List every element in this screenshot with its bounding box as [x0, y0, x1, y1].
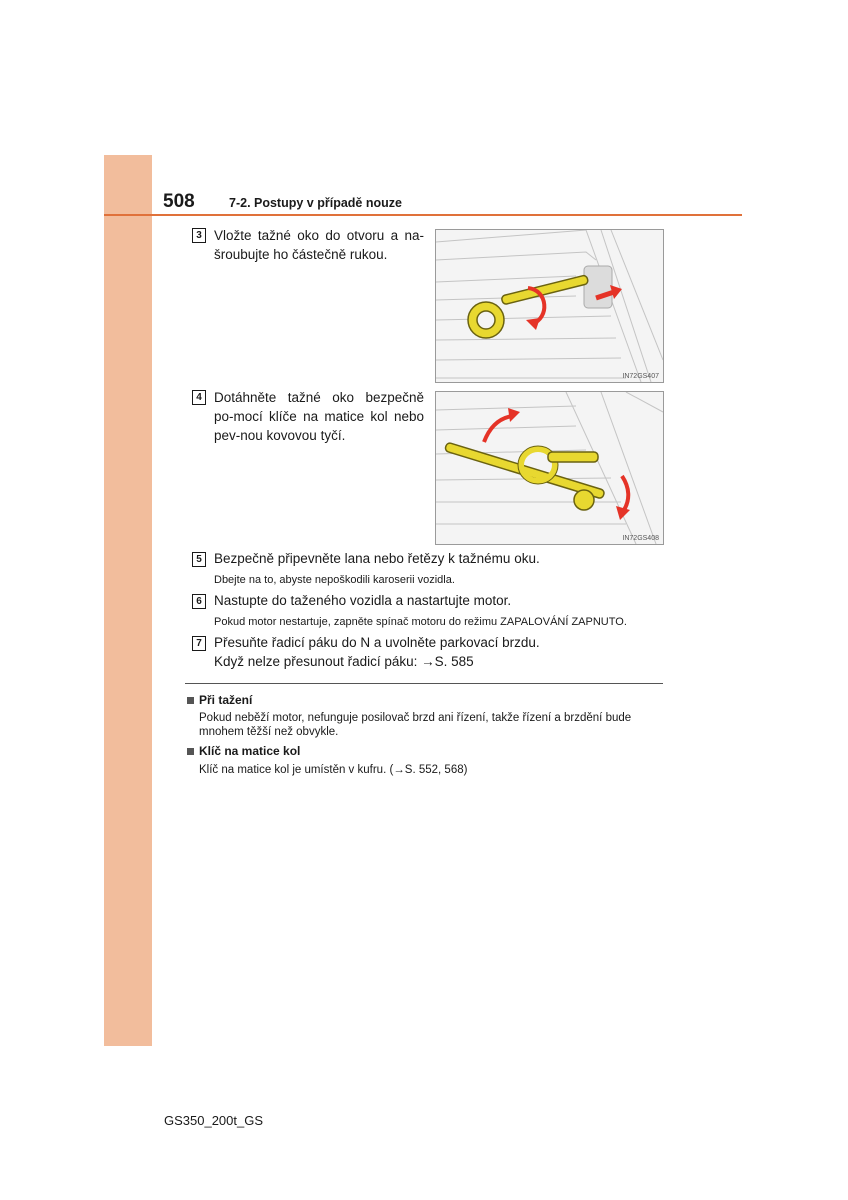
step-note-5: Dbejte na to, abyste nepoškodili karoserii vozidla.	[214, 574, 455, 586]
info-heading-towing: Při tažení	[199, 693, 253, 707]
step-text-4: Dotáhněte tažné oko bezpečně po-mocí klíče na matice kol nebo pev-nou kovovou tyčí.	[214, 390, 424, 443]
bullet-square-icon	[187, 697, 194, 704]
info-text-towing: Pokud neběží motor, nefunguje posilovač brzd ani řízení, takže řízení a brzdění bude mnohem těžší než obvykle.	[199, 712, 632, 738]
step-text-7-reference: Když nelze přesunout řadicí páku: →S. 585	[214, 654, 474, 669]
page-number: 508	[163, 191, 195, 212]
step-number-6: 6	[192, 594, 206, 609]
step-number-4: 4	[192, 390, 206, 405]
tow-eye-tightening-illustration	[436, 392, 663, 544]
step-text-7: Přesuňte řadicí páku do N a uvolněte parkovací brzdu.	[214, 635, 540, 650]
step-text-3: Vložte tažné oko do otvoru a na-šroubujte ho částečně rukou.	[214, 228, 424, 262]
step-text-6: Nastupte do taženého vozidla a nastartujte motor.	[214, 593, 512, 608]
step-text-5: Bezpečně připevněte lana nebo řetězy k tažnému oku.	[214, 551, 540, 566]
info-text-wheel-wrench: Klíč na matice kol je umístěn v kufru. (→S. 552, 568)	[199, 764, 468, 776]
tow-eye-insertion-illustration	[436, 230, 663, 382]
step-note-6: Pokud motor nestartuje, zapněte spínač motoru do režimu ZAPALOVÁNÍ ZAPNUTO.	[214, 616, 627, 628]
info-divider	[185, 683, 663, 684]
bullet-square-icon	[187, 748, 194, 755]
section-title: 7-2. Postupy v případě nouze	[229, 196, 402, 210]
footer-model-code: GS350_200t_GS	[164, 1113, 264, 1128]
side-tab-band	[104, 155, 152, 1046]
header-rule	[104, 214, 742, 216]
step-number-7: 7	[192, 636, 206, 651]
figure-code: IN72GS407	[622, 373, 659, 380]
tow-eye-insertion-figure	[435, 229, 664, 383]
figure-code: IN72GS408	[622, 535, 659, 542]
step-number-3: 3	[192, 228, 206, 243]
tow-eye-tightening-figure	[435, 391, 664, 545]
info-heading-wheel-wrench: Klíč na matice kol	[199, 744, 301, 758]
step-number-5: 5	[192, 552, 206, 567]
